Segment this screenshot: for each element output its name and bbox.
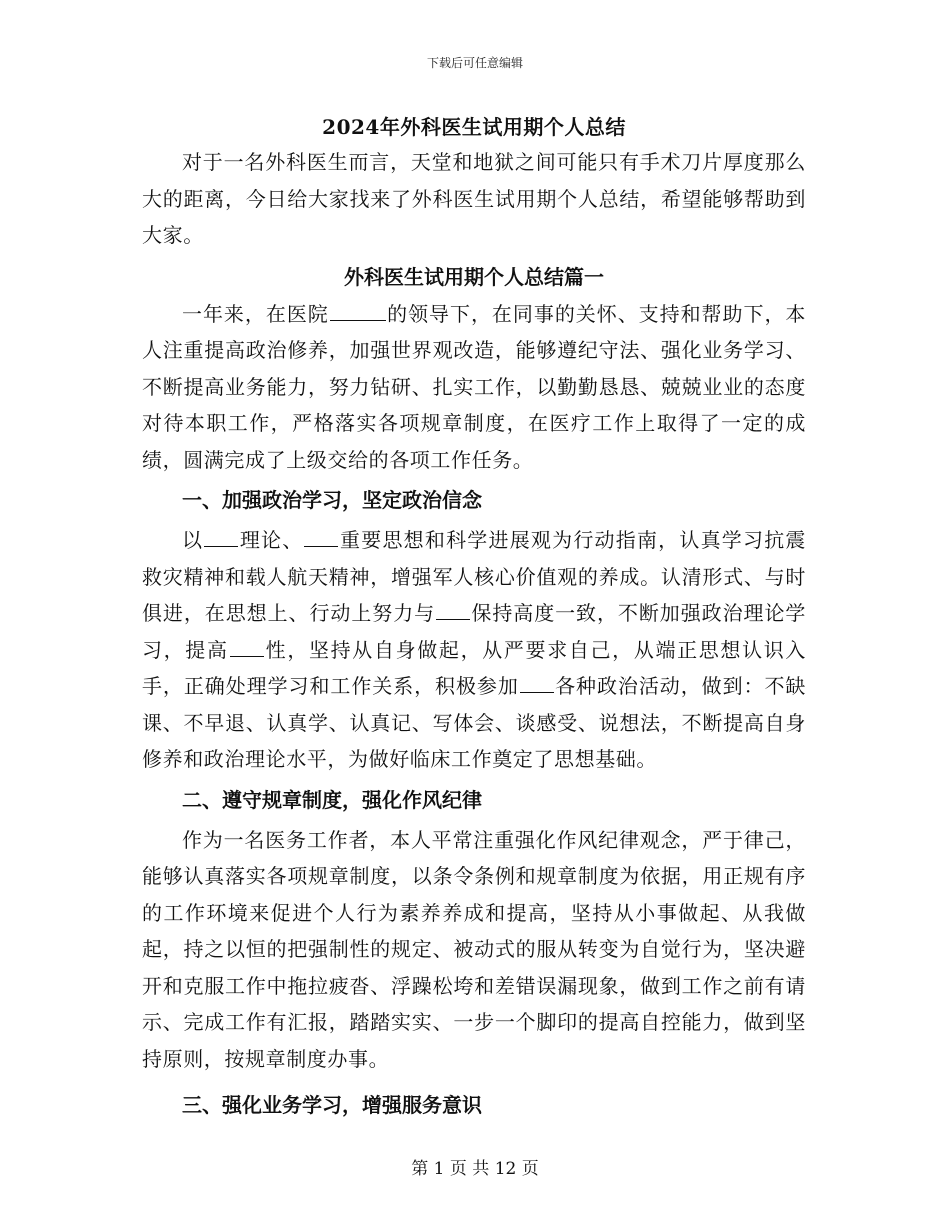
paragraph-2-part-b: 理论、 [239,528,304,552]
heading-1: 一、加强政治学习，坚定政治信念 [182,488,482,512]
blank-line [330,302,386,321]
section-title: 外科医生试用期个人总结篇一 [344,264,604,289]
blank-line [230,638,264,657]
header-note: 下载后可任意编辑 [426,56,523,70]
paragraph-2 [142,522,806,778]
blank-line [204,528,238,547]
page-footer: 第 1 页 共 12 页 [411,1159,539,1179]
paragraph-2-part-d: 保持高度一致，不断加强政治理论学习，提高 [142,601,806,662]
paragraph-1 [142,296,806,479]
paragraph-2-part-f: 各种政治活动，做到：不缺课、不早退、认真学、认真记、写体会、谈感受、说想法，不断提高自身修养和政治理论水平，为做好临床工作奠定了思想基础。 [142,674,806,771]
paragraph-3: 作为一名医务工作者，本人平常注重强化作风纪律观念，严于律己，能够认真落实各项规章制度，以条令条例和规章制度为依据，用正规有序的工作环境来促进个人行为素养养成和提高，坚持从小事做起、从我做起，持之以恒的把强制性的规定、被动式的服从转变为自觉行为，坚决避开和克服工作中拖拉疲沓、浮躁松垮和差错误漏现象，做到工作之前有请示、完成工作有汇报，踏踏实实、一步一个脚印的提高自控能力，做到坚持原则，按规章制度办事。 [142,827,806,1071]
blank-line [304,528,338,547]
heading-3: 三、强化业务学习，增强服务意识 [182,1093,482,1117]
document-body [142,112,806,1127]
paragraph-2-part-c: 重要思想和科学进展观为行动指南，认真学习抗震救灾精神和载人航天精神，增强军人核心价值观的养成。认清形式、与时俱进，在思想上、行动上努力与 [142,528,806,625]
paragraph-2-part-e: 性，坚持从自身做起，从严要求自己，从端正思想认识入手，正确处理学习和工作关系，积极参加 [142,637,806,698]
intro-paragraph: 对于一名外科医生而言，天堂和地狱之间可能只有手术刀片厚度那么大的距离，今日给大家找来了外科医生试用期个人总结，希望能够帮助到大家。 [142,150,806,247]
blank-line [520,674,554,693]
paragraph-2-part-a: 以 [182,528,204,552]
paragraph-1-part-a: 一年来，在医院 [182,301,329,326]
paragraph-1-part-b: 的领导下，在同事的关怀、支持和帮助下，本人注重提高政治修养，加强世界观改造，能够遵纪守法、强化业务学习、不断提高业务能力，努力钻研、扎实工作，以勤勤恳恳、兢兢业业的态度对待本职工作，严格落实各项规章制度，在医疗工作上取得了一定的成绩，圆满完成了上级交给的各项工作任务。 [142,301,807,472]
heading-2: 二、遵守规章制度，强化作风纪律 [182,787,482,812]
document-title: 2024年外科医生试用期个人总结 [322,115,626,139]
blank-line [436,601,470,620]
